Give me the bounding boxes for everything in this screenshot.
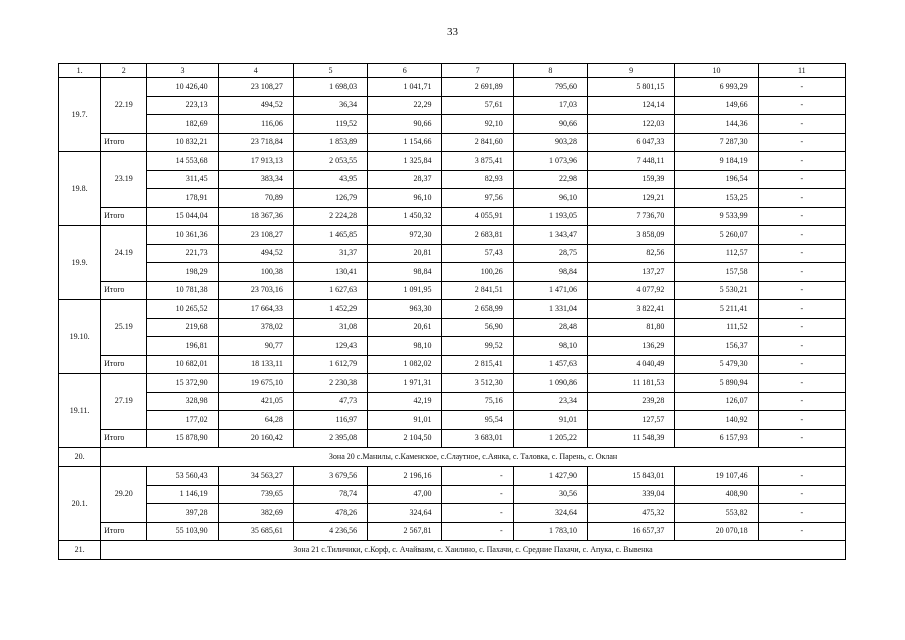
table-row [59,485,846,504]
value-cell: 328,98 [147,392,218,411]
value-cell: 126,07 [675,392,758,411]
value-cell: 81,80 [587,318,674,337]
total-row [59,522,846,541]
value-cell: 2 658,99 [442,300,513,319]
value-cell: 1 073,96 [513,152,587,171]
value-cell: 1 465,85 [293,226,367,245]
total-value-cell: 3 683,01 [442,429,513,448]
column-header-1: 1. [59,64,101,78]
total-value-cell: 7 736,70 [587,207,674,226]
total-row [59,355,846,374]
zone-row [59,448,846,467]
total-value-cell: - [758,355,845,374]
item-code: 23.19 [101,152,147,208]
value-cell: 7 448,11 [587,152,674,171]
column-header-9: 9 [587,64,674,78]
table-row [59,467,846,486]
zone-title: Зона 20 с.Манилы, с.Каменское, с.Слаутное, с.Аянка, с. Таловка, с. Парень, с. Оклан [101,448,846,467]
item-code: 29.20 [101,467,147,523]
total-value-cell: 4 055,91 [442,207,513,226]
total-value-cell: 15 878,90 [147,429,218,448]
value-cell: 82,56 [587,244,674,263]
total-value-cell: 18 367,36 [218,207,293,226]
value-cell: 383,34 [218,170,293,189]
value-cell: - [758,485,845,504]
value-cell: 64,28 [218,411,293,430]
value-cell: 221,73 [147,244,218,263]
total-value-cell: 10 682,01 [147,355,218,374]
item-number: 19.8. [59,152,101,226]
total-label: Итого [101,522,147,541]
value-cell: 2 196,16 [368,467,442,486]
total-value-cell: 1 853,89 [293,133,367,152]
value-cell: 98,10 [513,337,587,356]
value-cell: 157,58 [675,263,758,282]
value-cell: 17 913,13 [218,152,293,171]
value-cell: 53 560,43 [147,467,218,486]
total-value-cell: 16 657,37 [587,522,674,541]
value-cell: 159,39 [587,170,674,189]
total-label: Итого [101,429,147,448]
value-cell: 14 553,68 [147,152,218,171]
value-cell: 91,01 [368,411,442,430]
value-cell: 127,57 [587,411,674,430]
total-value-cell: 2 567,81 [368,522,442,541]
value-cell: 116,06 [218,115,293,134]
zone-number: 21. [59,541,101,560]
value-cell: - [758,152,845,171]
value-cell: 99,52 [442,337,513,356]
total-value-cell: 35 685,61 [218,522,293,541]
value-cell: 10 265,52 [147,300,218,319]
value-cell: 30,56 [513,485,587,504]
value-cell: 1 146,19 [147,485,218,504]
total-value-cell: 10 781,38 [147,281,218,300]
value-cell: 91,01 [513,411,587,430]
value-cell: 116,97 [293,411,367,430]
value-cell: - [758,263,845,282]
total-value-cell: - [758,207,845,226]
total-value-cell: 1 612,79 [293,355,367,374]
total-value-cell: 20 070,18 [675,522,758,541]
table-row [59,263,846,282]
value-cell: - [758,78,845,97]
value-cell: - [442,504,513,523]
value-cell: 339,04 [587,485,674,504]
value-cell: 126,79 [293,189,367,208]
value-cell: 36,34 [293,96,367,115]
value-cell: 31,08 [293,318,367,337]
value-cell: 136,29 [587,337,674,356]
value-cell: 122,03 [587,115,674,134]
value-cell: - [758,411,845,430]
total-label: Итого [101,207,147,226]
value-cell: 82,93 [442,170,513,189]
value-cell: 78,74 [293,485,367,504]
value-cell: 1 971,31 [368,374,442,393]
total-value-cell: - [758,522,845,541]
value-cell: 97,56 [442,189,513,208]
value-cell: 478,26 [293,504,367,523]
value-cell: 92,10 [442,115,513,134]
value-cell: 177,02 [147,411,218,430]
total-value-cell: 5 479,30 [675,355,758,374]
value-cell: - [442,485,513,504]
value-cell: 196,54 [675,170,758,189]
total-value-cell: 1 627,63 [293,281,367,300]
value-cell: 795,60 [513,78,587,97]
value-cell: 95,54 [442,411,513,430]
value-cell: 739,65 [218,485,293,504]
value-cell: 149,66 [675,96,758,115]
value-cell: 90,66 [513,115,587,134]
value-cell: 382,69 [218,504,293,523]
value-cell: 119,52 [293,115,367,134]
value-cell: 90,77 [218,337,293,356]
table-row [59,244,846,263]
value-cell: 42,19 [368,392,442,411]
value-cell: 553,82 [675,504,758,523]
total-row [59,429,846,448]
value-cell: 23 108,27 [218,78,293,97]
value-cell: 56,90 [442,318,513,337]
value-cell: 34 563,27 [218,467,293,486]
column-header-6: 6 [368,64,442,78]
total-value-cell: 11 548,39 [587,429,674,448]
value-cell: 1 331,04 [513,300,587,319]
tariff-table [58,63,846,560]
value-cell: 20,81 [368,244,442,263]
total-value-cell: - [758,429,845,448]
value-cell: 3 875,41 [442,152,513,171]
value-cell: 196,81 [147,337,218,356]
value-cell: - [758,189,845,208]
table-row [59,96,846,115]
value-cell: 153,25 [675,189,758,208]
value-cell: 19 107,46 [675,467,758,486]
value-cell: 3 679,56 [293,467,367,486]
value-cell: 239,28 [587,392,674,411]
total-value-cell: 55 103,90 [147,522,218,541]
value-cell: 140,92 [675,411,758,430]
column-header-2: 2 [101,64,147,78]
value-cell: 43,95 [293,170,367,189]
total-value-cell: 2 841,51 [442,281,513,300]
total-value-cell: 2 104,50 [368,429,442,448]
value-cell: - [758,244,845,263]
column-header-5: 5 [293,64,367,78]
total-value-cell: 9 533,99 [675,207,758,226]
value-cell: - [758,318,845,337]
table-row [59,226,846,245]
value-cell: 5 211,41 [675,300,758,319]
value-cell: 96,10 [368,189,442,208]
value-cell: 15 372,90 [147,374,218,393]
value-cell: 311,45 [147,170,218,189]
column-header-3: 3 [147,64,218,78]
value-cell: 2 230,38 [293,374,367,393]
value-cell: 28,37 [368,170,442,189]
item-number: 19.11. [59,374,101,448]
value-cell: 57,43 [442,244,513,263]
value-cell: 3 822,41 [587,300,674,319]
item-code: 25.19 [101,300,147,356]
total-row [59,133,846,152]
zone-title: Зона 21 с.Тиличики, с.Корф, с. Ачайваям, с. Хаилино, с. Пахачи, с. Средние Пахачи, с. Апука, с. Вывенка [101,541,846,560]
value-cell: 129,43 [293,337,367,356]
total-value-cell: 2 224,28 [293,207,367,226]
value-cell: 112,57 [675,244,758,263]
zone-row [59,541,846,560]
total-value-cell: 10 832,21 [147,133,218,152]
value-cell: 10 361,36 [147,226,218,245]
value-cell: 397,28 [147,504,218,523]
item-code: 27.19 [101,374,147,430]
value-cell: 5 890,94 [675,374,758,393]
value-cell: 1 041,71 [368,78,442,97]
value-cell: 475,32 [587,504,674,523]
value-cell: 963,30 [368,300,442,319]
total-value-cell: 1 193,05 [513,207,587,226]
value-cell: 96,10 [513,189,587,208]
value-cell: 98,84 [368,263,442,282]
value-cell: - [758,96,845,115]
total-value-cell: 18 133,11 [218,355,293,374]
value-cell: 324,64 [368,504,442,523]
total-value-cell: 2 815,41 [442,355,513,374]
table-row [59,337,846,356]
value-cell: 144,36 [675,115,758,134]
value-cell: 1 090,86 [513,374,587,393]
value-cell: 494,52 [218,96,293,115]
value-cell: 17,03 [513,96,587,115]
value-cell: 9 184,19 [675,152,758,171]
value-cell: - [758,300,845,319]
item-code: 22.19 [101,78,147,134]
total-value-cell: 15 044,04 [147,207,218,226]
value-cell: 5 801,15 [587,78,674,97]
value-cell: 494,52 [218,244,293,263]
value-cell: 2 691,89 [442,78,513,97]
table-row [59,300,846,319]
total-value-cell: 1 154,66 [368,133,442,152]
total-label: Итого [101,355,147,374]
total-value-cell: 1 783,10 [513,522,587,541]
value-cell: 178,91 [147,189,218,208]
value-cell: - [758,504,845,523]
header-row [59,64,846,78]
total-value-cell: 1 457,63 [513,355,587,374]
value-cell: 22,98 [513,170,587,189]
table-row [59,152,846,171]
value-cell: 124,14 [587,96,674,115]
value-cell: 20,61 [368,318,442,337]
value-cell: 47,00 [368,485,442,504]
value-cell: 10 426,40 [147,78,218,97]
total-value-cell: 6 047,33 [587,133,674,152]
value-cell: 137,27 [587,263,674,282]
total-value-cell: 903,28 [513,133,587,152]
total-value-cell: 1 091,95 [368,281,442,300]
value-cell: 2 053,55 [293,152,367,171]
total-label: Итого [101,281,147,300]
page-number: 33 [447,26,458,38]
item-number: 19.7. [59,78,101,152]
column-header-8: 8 [513,64,587,78]
value-cell: - [758,374,845,393]
table-row [59,411,846,430]
value-cell: 28,48 [513,318,587,337]
value-cell: 23,34 [513,392,587,411]
value-cell: 1 427,90 [513,467,587,486]
value-cell: - [758,170,845,189]
value-cell: 23 108,27 [218,226,293,245]
total-value-cell: - [442,522,513,541]
value-cell: 111,52 [675,318,758,337]
total-row [59,281,846,300]
total-value-cell: 2 841,60 [442,133,513,152]
item-number: 19.9. [59,226,101,300]
value-cell: 156,37 [675,337,758,356]
total-value-cell: 1 450,32 [368,207,442,226]
value-cell: 19 675,10 [218,374,293,393]
column-header-7: 7 [442,64,513,78]
total-value-cell: 2 395,08 [293,429,367,448]
item-code: 24.19 [101,226,147,282]
value-cell: 3 512,30 [442,374,513,393]
value-cell: 198,29 [147,263,218,282]
item-number: 20.1. [59,467,101,541]
value-cell: 182,69 [147,115,218,134]
value-cell: 219,68 [147,318,218,337]
value-cell: 1 698,03 [293,78,367,97]
column-header-10: 10 [675,64,758,78]
total-value-cell: 1 082,02 [368,355,442,374]
table-row [59,318,846,337]
table-row [59,170,846,189]
value-cell: 98,10 [368,337,442,356]
value-cell: 31,37 [293,244,367,263]
value-cell: 70,89 [218,189,293,208]
total-label: Итого [101,133,147,152]
value-cell: 324,64 [513,504,587,523]
value-cell: 5 260,07 [675,226,758,245]
total-value-cell: 1 205,22 [513,429,587,448]
value-cell: 972,30 [368,226,442,245]
table-row [59,392,846,411]
value-cell: 1 325,84 [368,152,442,171]
total-value-cell: 5 530,21 [675,281,758,300]
value-cell: 98,84 [513,263,587,282]
total-value-cell: 4 236,56 [293,522,367,541]
value-cell: 421,05 [218,392,293,411]
table-row [59,78,846,97]
column-header-11: 11 [758,64,845,78]
value-cell: 3 858,09 [587,226,674,245]
total-value-cell: 23 718,84 [218,133,293,152]
value-cell: 378,02 [218,318,293,337]
value-cell: 100,26 [442,263,513,282]
value-cell: 2 683,81 [442,226,513,245]
value-cell: 11 181,53 [587,374,674,393]
value-cell: 28,75 [513,244,587,263]
value-cell: 6 993,29 [675,78,758,97]
total-value-cell: - [758,281,845,300]
column-header-4: 4 [218,64,293,78]
value-cell: 100,38 [218,263,293,282]
total-value-cell: 1 471,06 [513,281,587,300]
zone-number: 20. [59,448,101,467]
value-cell: 408,90 [675,485,758,504]
value-cell: - [758,115,845,134]
table-row [59,115,846,134]
table-row [59,504,846,523]
value-cell: 129,21 [587,189,674,208]
table-row [59,189,846,208]
value-cell: - [758,337,845,356]
table-row [59,374,846,393]
value-cell: - [442,467,513,486]
value-cell: 22,29 [368,96,442,115]
total-value-cell: 4 040,49 [587,355,674,374]
total-row [59,207,846,226]
value-cell: 57,61 [442,96,513,115]
item-number: 19.10. [59,300,101,374]
total-value-cell: 23 703,16 [218,281,293,300]
value-cell: 47,73 [293,392,367,411]
total-value-cell: 7 287,30 [675,133,758,152]
total-value-cell: 6 157,93 [675,429,758,448]
value-cell: - [758,392,845,411]
value-cell: 223,13 [147,96,218,115]
value-cell: 130,41 [293,263,367,282]
value-cell: 17 664,33 [218,300,293,319]
total-value-cell: 20 160,42 [218,429,293,448]
total-value-cell: - [758,133,845,152]
value-cell: 75,16 [442,392,513,411]
value-cell: 1 343,47 [513,226,587,245]
value-cell: 15 843,01 [587,467,674,486]
value-cell: 1 452,29 [293,300,367,319]
value-cell: - [758,226,845,245]
total-value-cell: 4 077,92 [587,281,674,300]
value-cell: 90,66 [368,115,442,134]
value-cell: - [758,467,845,486]
